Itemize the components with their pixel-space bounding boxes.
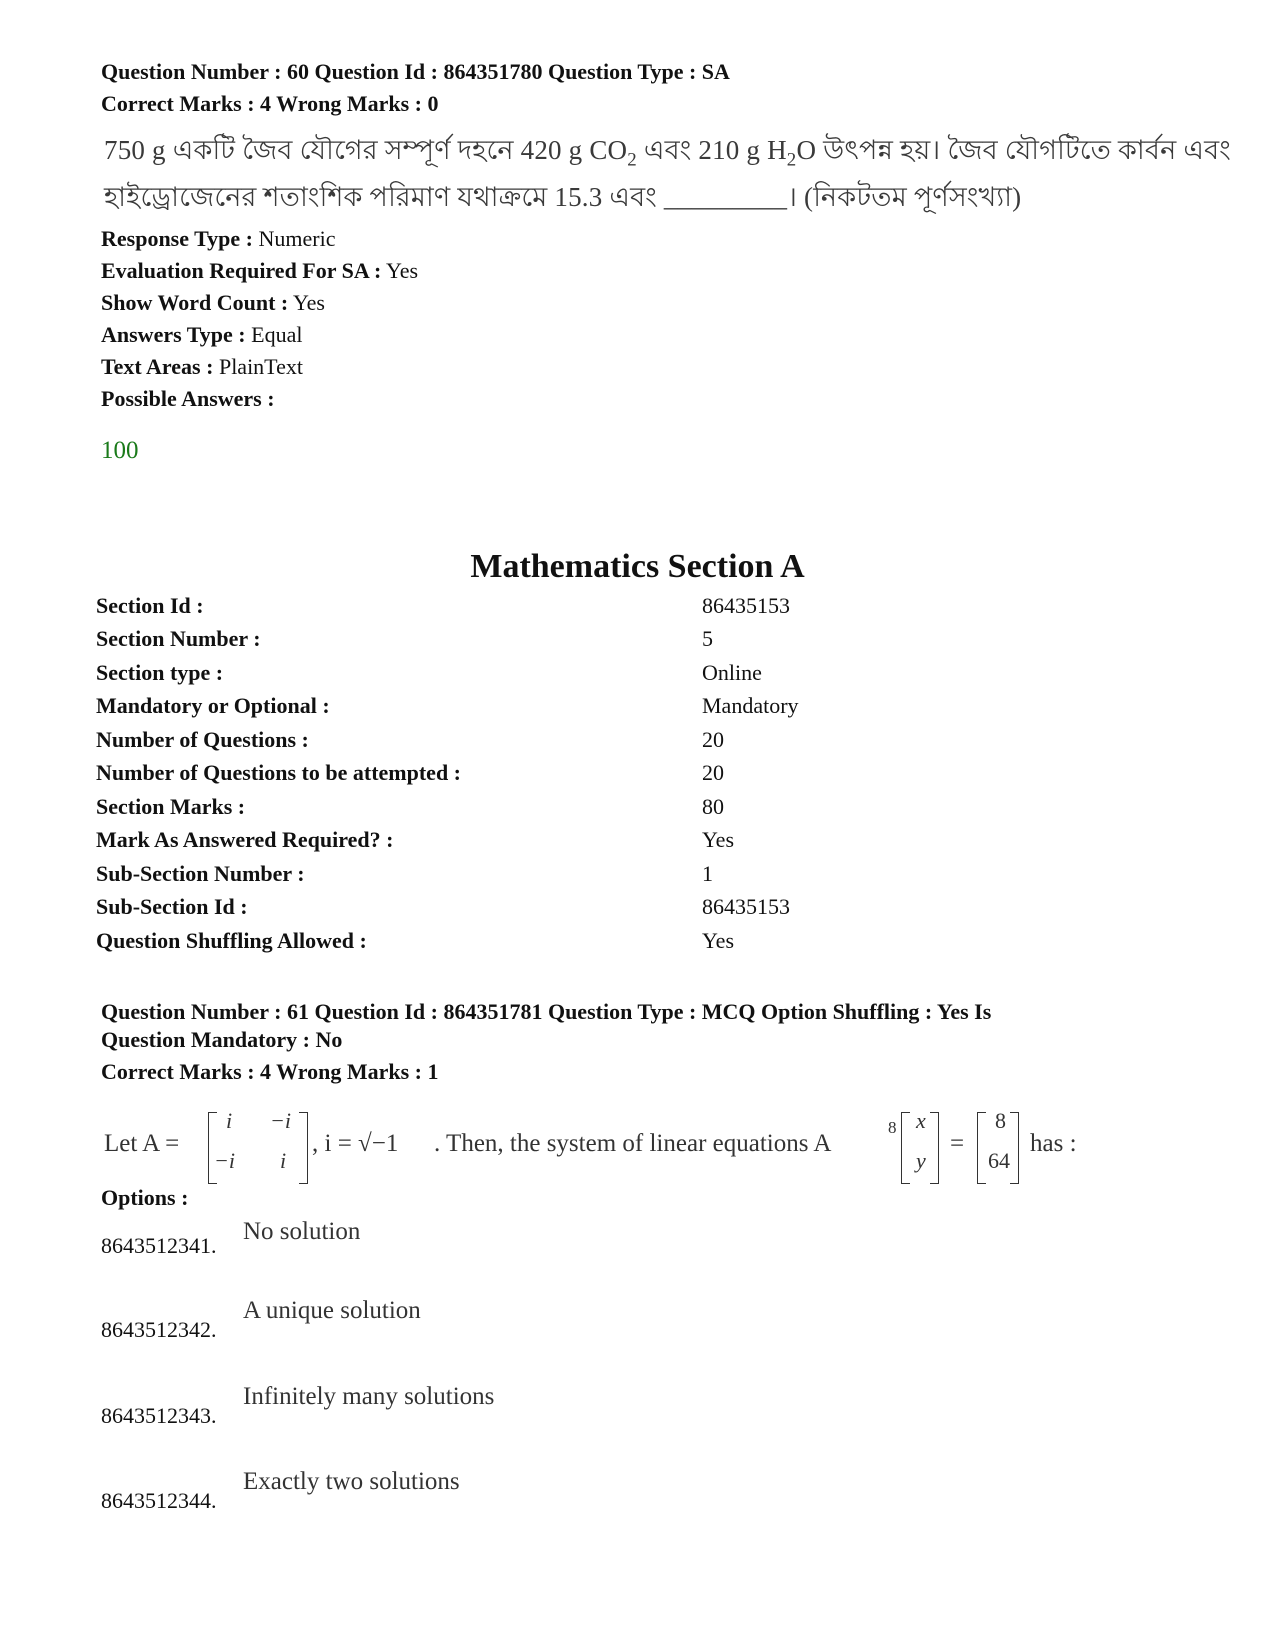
matrix-a12: −i [270, 1108, 291, 1133]
vector-right-bracket [930, 1112, 939, 1184]
row-label: Sub-Section Number : [96, 861, 305, 886]
vector-y: y [916, 1148, 926, 1173]
possible-answer: 100 [101, 437, 139, 464]
row-value: 1 [702, 861, 713, 886]
row-value: 5 [702, 626, 713, 651]
matrix-a21: −i [214, 1148, 235, 1173]
row-value: Online [702, 660, 762, 685]
row-label: Number of Questions : [96, 727, 309, 752]
section-row [96, 589, 1096, 622]
row-value: 80 [702, 794, 724, 819]
q60-field [101, 288, 325, 318]
option-id: 8643512341. [101, 1233, 217, 1258]
field-value: Equal [251, 322, 303, 347]
field-label: Evaluation Required For SA : [101, 258, 382, 283]
row-label: Mandatory or Optional : [96, 693, 330, 718]
matrix-a22: i [280, 1148, 287, 1173]
field-label: Answers Type : [101, 322, 246, 347]
result-r1: 8 [995, 1108, 1006, 1133]
option-id: 8643512342. [101, 1317, 217, 1342]
section-row [96, 689, 1096, 722]
row-value: 20 [702, 727, 724, 752]
q60-field [101, 224, 335, 254]
q60-subscript: 2 [786, 149, 797, 171]
field-value: PlainText [218, 354, 303, 379]
option-text: Infinitely many solutions [243, 1383, 495, 1410]
section-row [96, 756, 1096, 789]
q60-text-part: 750 g একটি জৈব যৌগের সম্পূর্ণ দহনে 420 g CO [104, 135, 628, 165]
row-value: 20 [702, 760, 724, 785]
q60-subscript: 2 [627, 149, 637, 171]
section-row [96, 857, 1096, 890]
options-label: Options : [101, 1185, 189, 1210]
vector-x: x [916, 1108, 926, 1133]
option-id: 8643512344. [101, 1488, 217, 1513]
row-label: Section Marks : [96, 794, 246, 819]
q60-marks: Correct Marks : 4 Wrong Marks : 0 [101, 91, 439, 116]
row-value: 86435153 [702, 593, 790, 618]
q60-field [101, 384, 275, 414]
row-value: 86435153 [702, 894, 790, 919]
section-row [96, 656, 1096, 689]
q60-text-part: O উৎপন্ন হয়। জৈব যৌগটিতে কার্বন এবং [796, 135, 1232, 165]
q60-field [101, 352, 303, 382]
matrix-a11: i [226, 1108, 233, 1133]
section-row [96, 823, 1096, 856]
field-value: Yes [386, 258, 419, 283]
matrix-right-bracket [299, 1112, 308, 1184]
math-then: . Then, the system of linear equations A [434, 1130, 832, 1157]
result-right-bracket [1010, 1112, 1019, 1184]
field-label: Text Areas : [101, 354, 214, 379]
row-label: Section Number : [96, 626, 261, 651]
section-row [96, 790, 1096, 823]
q60-header: Question Number : 60 Question Id : 864351780 Question Type : SA [101, 59, 730, 84]
q60-question-line-1 [104, 130, 1231, 175]
q61-header: Question Number : 61 Question Id : 864351781 Question Type : MCQ Option Shuffling : Yes Is [101, 999, 992, 1024]
q60-text-part: এবং 210 g H [636, 135, 787, 165]
section-row [96, 924, 1096, 957]
section-row [96, 890, 1096, 923]
section-title: Mathematics Section A [470, 548, 805, 585]
math-power: 8 [888, 1118, 897, 1137]
row-label: Number of Questions to be attempted : [96, 760, 462, 785]
q60-field [101, 256, 418, 286]
option-id: 8643512343. [101, 1403, 217, 1428]
q60-question-line-2: হাইড্রোজেনের শতাংশিক পরিমাণ যথাক্রমে 15.3 এবং _________। (নিকটতম পূর্ণসংখ্যা) [104, 182, 1022, 212]
vector-left-bracket [901, 1112, 910, 1184]
row-value: Mandatory [702, 693, 799, 718]
section-row [96, 723, 1096, 756]
option-text: Exactly two solutions [243, 1468, 460, 1495]
row-label: Section Id : [96, 593, 204, 618]
row-label: Mark As Answered Required? : [96, 827, 394, 852]
math-equals: = [950, 1130, 965, 1157]
result-r2: 64 [988, 1148, 1010, 1173]
row-label: Section type : [96, 660, 224, 685]
field-label: Response Type : [101, 226, 253, 251]
math-i-definition: , i = √−1 [312, 1130, 399, 1157]
q60-field [101, 320, 302, 350]
field-value: Yes [292, 290, 325, 315]
section-row [96, 622, 1096, 655]
row-label: Question Shuffling Allowed : [96, 928, 367, 953]
field-label: Show Word Count : [101, 290, 289, 315]
result-left-bracket [977, 1112, 986, 1184]
q61-mandatory: Question Mandatory : No [101, 1027, 343, 1052]
math-let: Let A = [104, 1130, 180, 1157]
option-text: No solution [243, 1218, 361, 1245]
q61-marks: Correct Marks : 4 Wrong Marks : 1 [101, 1059, 439, 1084]
row-label: Sub-Section Id : [96, 894, 248, 919]
field-label: Possible Answers : [101, 386, 275, 411]
option-text: A unique solution [243, 1297, 421, 1324]
math-has: has : [1030, 1130, 1077, 1157]
row-value: Yes [702, 928, 735, 953]
field-value: Numeric [258, 226, 336, 251]
row-value: Yes [702, 827, 735, 852]
